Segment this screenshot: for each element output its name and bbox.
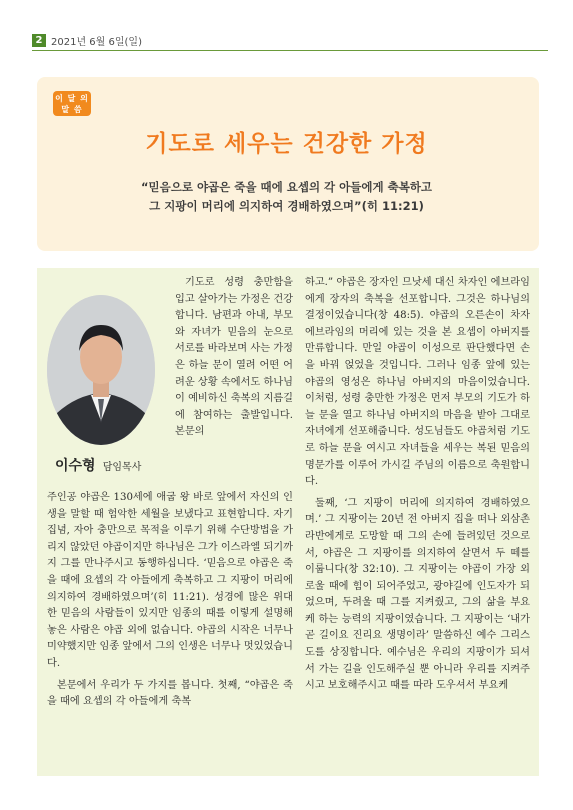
- page-header: [32, 32, 142, 48]
- title-panel: [37, 77, 539, 251]
- article-intro: [175, 275, 293, 441]
- section-tag-line1: 이 달 의: [55, 94, 89, 103]
- portrait-image: [47, 295, 155, 445]
- scripture-quote: [0, 178, 573, 216]
- author-photo: [47, 295, 155, 445]
- right-paragraph-1: 하고.” 야곱은 장자인 므낫세 대신 차자인 에브라임에게 장자의 축복을 선포합니다. 그것은 하나님의 결정이었습니다(창 48:5). 야곱의 오른손이 차자 에브라임의 머리에 있는 것을 본 요셉이 아버지를 만류합니다. 만일 야곱이 이성으로 판단했다면 손을 바꿔 얹었을 것입니다. 그러나 임종 앞에 있는 야곱의 영성은 하나님 아버지의 마음이었습니다. 이처럼, 성령 충만한 가정은 먼저 부모의 기도가 하늘 문을 열고 하나님 아버지의 마음을 받아 그대로 자녀에게 선포해줍니다. 성도님들도 야곱처럼 기도로 하늘 문을 여시고 자녀들을 세우는 복된 믿음의 명문가를 이루어 가시길 주님의 이름으로 축원합니다.: [305, 277, 530, 488]
- article-left-column: [47, 490, 293, 711]
- author-byline: [55, 455, 141, 475]
- author-name: 이수형: [55, 458, 96, 474]
- scripture-quote-line2: 그 지팡이 머리에 의지하여 경배하였으며”(히 11:21): [149, 199, 424, 213]
- issue-date: 2021년 6월 6일(일): [51, 36, 142, 48]
- page-number: 2: [32, 34, 46, 47]
- section-tag: [53, 91, 91, 116]
- intro-paragraph: 기도로 성령 충만함을 입고 살아가는 가정은 건강합니다. 남편과 아내, 부모와 자녀가 믿음의 눈으로 서로를 바라보며 사는 가정은 하늘 문이 열려 어떤 어려운 상황 속에서도 하나님이 예비하신 축복의 지름길에 참여하는 출발입니다. 본문의: [175, 277, 293, 438]
- left-paragraph-2: 본문에서 우리가 두 가지를 봅니다. 첫째, “야곱은 죽을 때에 요셉의 각 아들에게 축복: [47, 679, 293, 708]
- article-title: 기도로 세우는 건강한 가정: [145, 131, 428, 157]
- author-role: 담임목사: [102, 462, 142, 473]
- right-paragraph-2: 둘째, ‘그 지팡이 머리에 의지하여 경배하였으며.’ 그 지팡이는 20년 전 아버지 집을 떠나 외삼촌 라반에게로 도망할 때 그의 손에 들려있던 것으로서, 야곱은 그 지팡이를 의지하여 살면서 두 떼를 이룹니다(창 32:10). 그 지팡이는 야곱이 가장 외로울 때에 힘이 되어주었고, 광야길에 인도자가 되었으며, 두려울 때 그를 지켜줬고, 그의 삶을 부요케 하는 능력의 지팡이였습니다. 그 지팡이는 ‘내가 곧 길이요 진리요 생명이라’ 말씀하신 예수 그리스도를 상징합니다. 예수님은 우리의 지팡이가 되셔서 가는 길을 인도해주실 뿐 아니라 우리를 지켜주시고 보호해주시고 때를 따라 도우셔서 부요케: [305, 497, 530, 692]
- scripture-quote-line1: “믿음으로 야곱은 죽을 때에 요셉의 각 아들에게 축복하고: [140, 180, 433, 194]
- header-divider: [32, 50, 548, 51]
- article-right-column: [305, 275, 530, 695]
- section-tag-line2: 말 씀: [61, 105, 83, 114]
- left-paragraph-1: 주인공 야곱은 130세에 애굽 왕 바로 앞에서 자신의 인생을 말할 때 험악한 세월을 보냈다고 표현합니다. 자기 집념, 자아 충만으로 목적을 이루기 위해 수단방법을 가리지 않았던 야곱이지만 하나님은 그가 이스라엘 되기까지 그를 만나주시고 동행하십니다. ‘믿음으로 야곱은 죽을 때에 요셉의 각 아들에게 축복하고 그 지팡이 머리에 의지하여 경배하였으며’(히 11:21). 성경에 많은 위대한 믿음의 사람들이 있지만 임종의 때를 이렇게 설명해 놓은 사람은 야곱 외에 없습니다. 야곱의 시작은 너무나 미약했지만 임종 앞에서 그의 인생은 너무나 멋있었습니다.: [47, 492, 293, 669]
